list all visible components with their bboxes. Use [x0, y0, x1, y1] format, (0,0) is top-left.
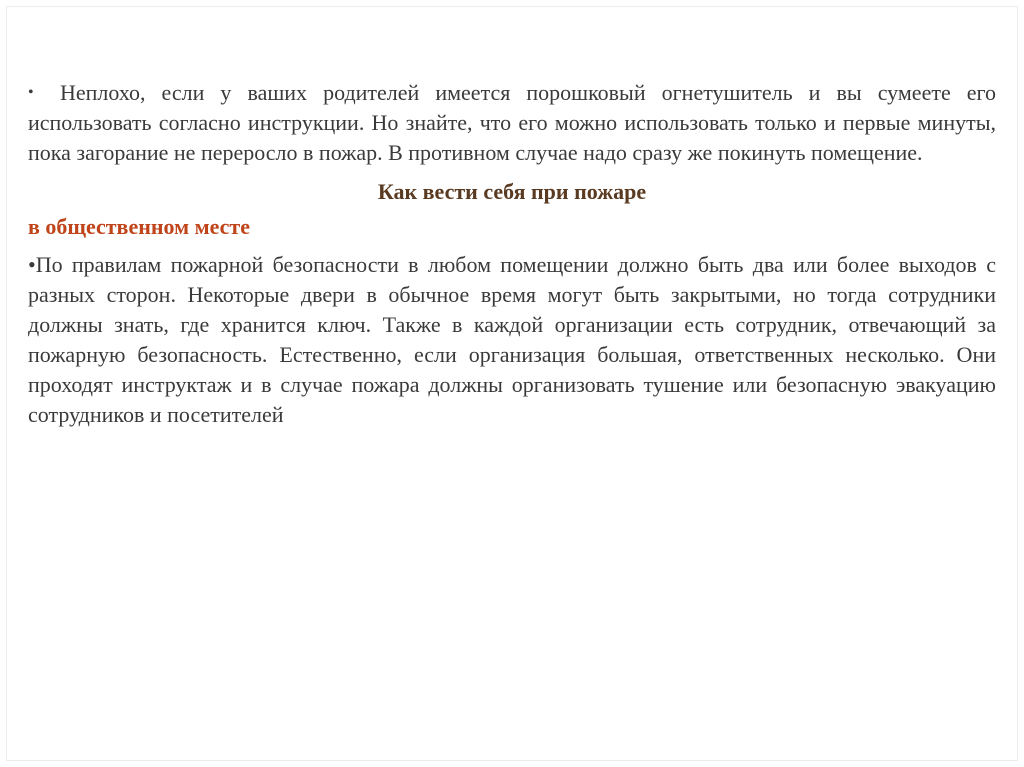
section-heading: Как вести себя при пожаре [377, 179, 647, 204]
slide-content [28, 78, 996, 430]
paragraph-extinguisher-text: Неплохо, если у ваших родителей имеется порошковый огнетушитель и вы сумеете его использовать согласно инструкции. Но знайте, что его можно использовать только и первые минуты, пока загорание не переросло в пожар. В противном случае надо сразу же покинуть помещение. [28, 80, 996, 165]
paragraph-public-place [28, 250, 996, 430]
paragraph-public-place-text: По правилам пожарной безопасности в любом помещении должно быть два или более выходов с разных сторон. Некоторые двери в обычное время могут быть закрытыми, но тогда сотрудники должны знать, где хранится ключ. Также в каждой организации есть сотрудник, отвечающий за пожарную безопасность. Естественно, если организация большая, ответственных несколько. Они проходят инструктаж и в случае пожара должны организовать тушение или безопасную эвакуацию сотрудников и посетителей [28, 252, 996, 427]
bullet-marker: • [28, 252, 36, 277]
bullet-marker: • [28, 84, 34, 101]
paragraph-extinguisher [28, 78, 996, 168]
section-subheading: в общественном месте [28, 214, 250, 239]
